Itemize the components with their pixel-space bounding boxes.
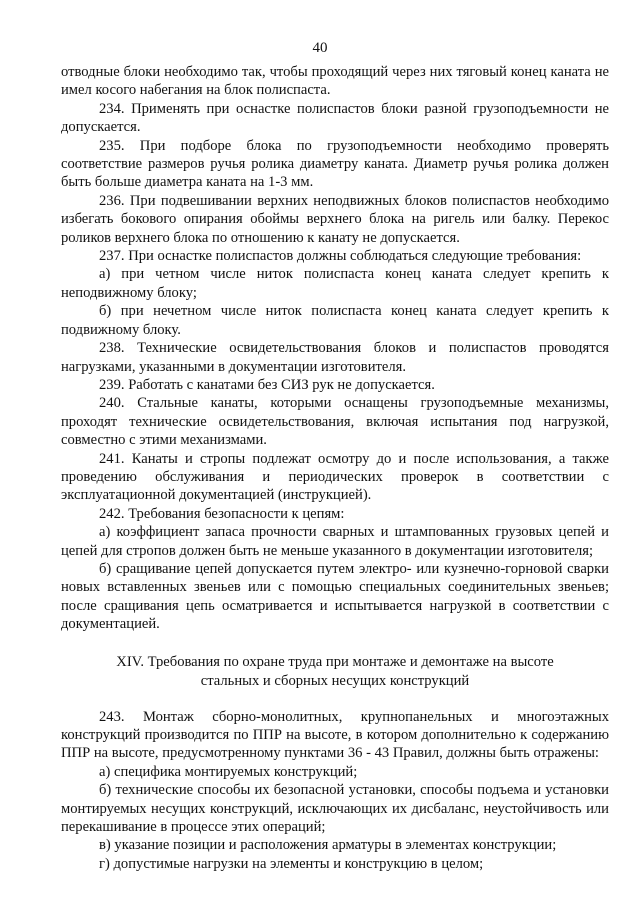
- paragraphs-bottom: [61, 708, 609, 874]
- paragraph-p235: 235. При подборе блока по грузоподъемности необходимо проверять соответствие размеров ручья ролика диаметру каната. Диаметр ручья ролика должен быть больше диаметра каната на 1-3 мм.: [61, 137, 609, 191]
- paragraph-p237a: а) при четном числе ниток полиспаста конец каната следует крепить к неподвижному блоку;: [61, 266, 609, 301]
- page-number: 40: [312, 40, 328, 56]
- paragraphs-top: [61, 63, 609, 634]
- paragraph-p243d: г) допустимые нагрузки на элементы и конструкцию в целом;: [99, 855, 484, 872]
- paragraph-p242b: б) сращивание цепей допускается путем электро- или кузнечно-горновой сварки новых вставленных звеньев или с помощью специальных соединительных звеньев; после сращивания цепь осматривается и испытывается нагрузкой в соответствии с документацией.: [61, 560, 609, 633]
- paragraph-p238: 238. Технические освидетельствования блоков и полиспастов проводятся нагрузками, указанными в документации изготовителя.: [61, 340, 609, 375]
- paragraph-p243a: а) специфика монтируемых конструкций;: [99, 763, 358, 780]
- paragraph-p243b: б) технические способы их безопасной установки, способы подъема и установки монтируемых несущих конструкций, исключающих их дисбаланс, неустойчивость или перекашивание в процессе этих операций;: [61, 782, 609, 836]
- paragraph-p239: 239. Работать с канатами без СИЗ рук не допускается.: [99, 376, 435, 393]
- paragraph-p242a: а) коэффициент запаса прочности сварных и штампованных грузовых цепей и цепей для стропов должен быть не меньше указанного в документации изготовителя;: [61, 524, 609, 559]
- paragraph-p234: 234. Применять при оснастке полиспастов блоки разной грузоподъемности не допускается.: [61, 100, 609, 136]
- spacer: [61, 634, 609, 653]
- section-heading: XIV. Требования по охране труда при монтаже и демонтаже на высоте стальных и сборных несущих конструкций: [116, 653, 554, 689]
- paragraph-p240: 240. Стальные канаты, которыми оснащены грузоподъемные механизмы, проходят технические освидетельствования, включая испытания под нагрузкой, совместно с этими механизмами.: [61, 395, 609, 449]
- paragraph-p237: 237. При оснастке полиспастов должны соблюдаться следующие требования:: [99, 248, 582, 265]
- paragraph-p243: 243. Монтаж сборно-монолитных, крупнопанельных и многоэтажных конструкций производится по ППР на высоте, в котором дополнительно к содержанию ППР на высоте, предусмотренному пунктами 36 - 43 Правил, должны быть отражены:: [61, 708, 609, 762]
- paragraph-cont: отводные блоки необходимо так, чтобы проходящий через них тяговый конец каната не имел косого набегания на блок полиспаста.: [61, 64, 609, 99]
- paragraph-p237b: б) при нечетном числе ниток полиспаста конец каната следует крепить к подвижному блоку.: [61, 303, 609, 338]
- page-content: [61, 63, 609, 873]
- paragraph-p242: 242. Требования безопасности к цепям:: [99, 505, 345, 522]
- paragraph-p241: 241. Канаты и стропы подлежат осмотру до и после использования, а также проведению обслуживания и периодических проверок в соответствии с эксплуатационной документацией (инструкцией).: [61, 450, 609, 504]
- paragraph-p236: 236. При подвешивании верхних неподвижных блоков полиспастов необходимо избегать бокового опирания обоймы верхнего блока на ригель или балку. Перекос роликов верхнего блока по отношению к канату не допускается.: [61, 192, 609, 246]
- spacer: [61, 691, 609, 708]
- paragraph-p243c: в) указание позиции и расположения арматуры в элементах конструкции;: [99, 837, 557, 854]
